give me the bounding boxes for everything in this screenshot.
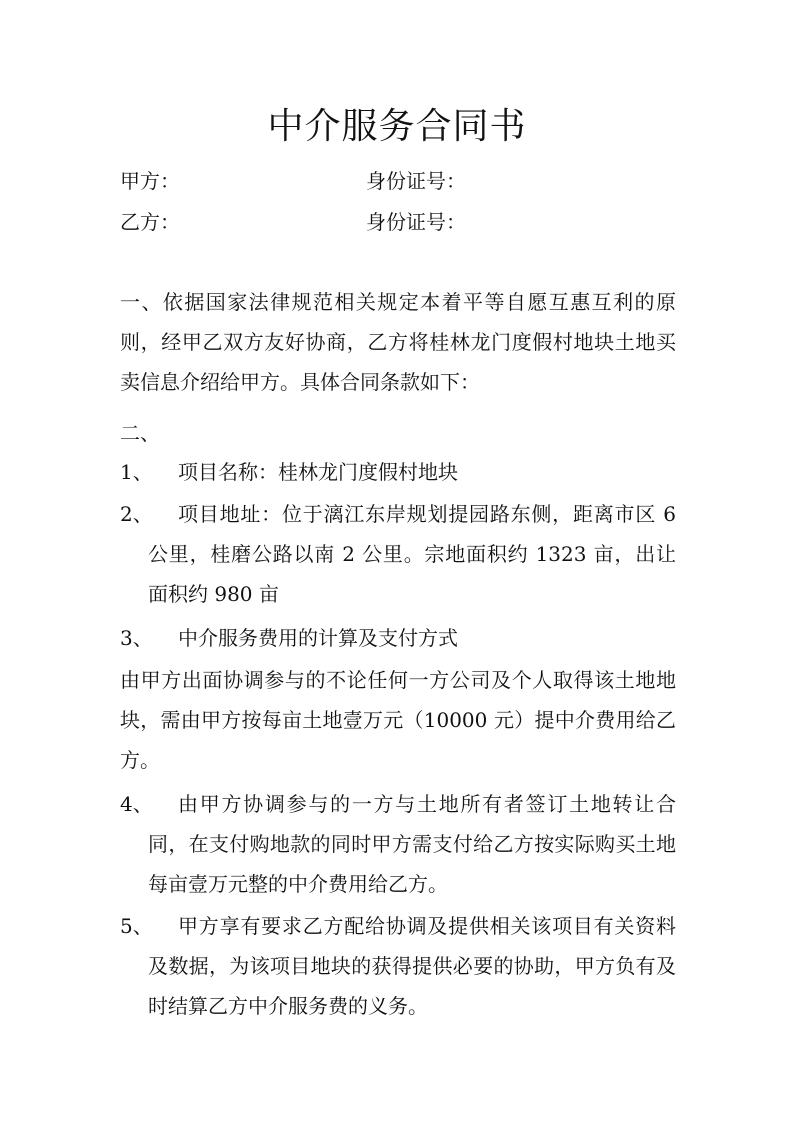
clause-5-number: 5、 (120, 914, 153, 938)
clause-5 (120, 906, 676, 1026)
clause-4-text: 由甲方协调参与的一方与土地所有者签订土地转让合同，在支付购地款的同时甲方需支付给乙方按实际购买土地每亩壹万元整的中介费用给乙方。 (148, 792, 676, 896)
clause-4 (120, 784, 676, 904)
document-title: 中介服务合同书 (267, 106, 527, 147)
clause-2-text: 项目地址：位于漓江东岸规划提园路东侧，距离市区 6 公里，桂磨公路以南 2 公里。宗地面积约 1323 亩，出让面积约 980 亩 (148, 502, 676, 606)
clause-3-number: 3、 (120, 626, 153, 650)
clause-4-number: 4、 (120, 792, 153, 816)
intro-paragraph: 一、依据国家法律规范相关规定本着平等自愿互惠互利的原则，经甲乙双方友好协商，乙方将桂林龙门度假村地块土地买卖信息介绍给甲方。具体合同条款如下： (120, 290, 676, 394)
clause-3 (120, 618, 676, 658)
clause-2 (120, 494, 676, 614)
party-b-label: 乙方： (120, 210, 180, 234)
section-two-label: 二、 (120, 421, 160, 445)
clause-5-text: 甲方享有要求乙方配给协调及提供相关该项目有关资料及数据，为该项目地块的获得提供必要的协助，甲方负有及时结算乙方中介服务费的义务。 (148, 914, 676, 1018)
clause-1-text: 项目名称：桂林龙门度假村地块 (178, 460, 458, 484)
clause-1-number: 1、 (120, 460, 153, 484)
party-a-label: 甲方： (120, 169, 180, 193)
party-a-id-label: 身份证号： (366, 169, 466, 193)
clause-3-paragraph: 由甲方出面协调参与的不论任何一方公司及个人取得该土地地块，需由甲方按每亩土地壹万元（10000 元）提中介费用给乙方。 (120, 668, 676, 772)
clause-3-text: 中介服务费用的计算及支付方式 (178, 626, 458, 650)
clause-2-number: 2、 (120, 502, 153, 526)
clause-1 (120, 452, 676, 492)
party-b-id-label: 身份证号： (366, 210, 466, 234)
